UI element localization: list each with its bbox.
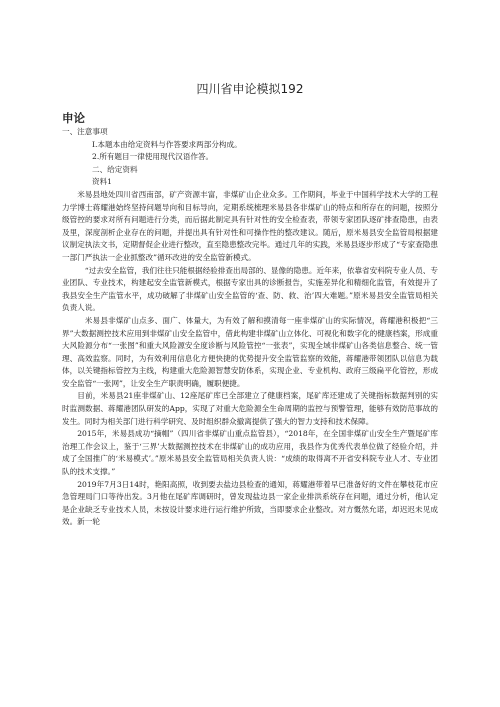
paragraph-3: 米易县非煤矿山点多、面广、体量大，为有效了解和摸清每一座非煤矿山的实际情况，蒋耀港积极把“三界”大数据测控技术应用到非煤矿山安全监管中，借此构建非煤矿山立体化、可视化和数字化的健康档案，形成重大风险源分布“一张图”和重大风险源安全度诊断与风险管控“一张表”，实现全域非煤矿山各类信息整合、统一管理、高效监察。同时，为有效利用信息化方便快捷的优势提升安全监管监察的效能，蒋耀港带领团队以信息为载体，以关键指标管控为主线，构建重大危险源智慧安防体系，实现企业、专业机构、政府三级扁平化管控，形成安全监管“一张网”，让安全生产职责明确，履职便捷。	[62, 315, 438, 388]
paragraph-4: 目前，米易县21座非煤矿山、12座尾矿库已全部建立了健康档案，尾矿库还建成了关键指标数据判别的实时监测数据、蒋耀港团队研发的App，实现了对重大危险源全生命周期的监控与预警管理，能够有效防范事故的发生。同时为相关部门进行科学研究、及时组织群众撤离提供了强大的智力支持和技术保障。	[62, 391, 438, 426]
material-label: 资料1	[92, 177, 113, 187]
section-heading: 申论	[62, 111, 85, 125]
document-body	[62, 126, 438, 529]
paragraph-5: 2015年，米易县成功“摘帽”（四川省非煤矿山重点监管县），“2018年，在全国非煤矿山安全生产暨尾矿库治理工作会议上，鉴于‘三界’大数据测控技术在非煤矿山的成功应用，我县作为优秀代表单位做了经验介绍，并成了全国推广的‘米易模式’。”原米易县安全监管局相关负责人说：“成绩的取得离不开省安科院专业人才、专业团队的技术支撑。”	[62, 429, 438, 477]
materials-heading: 二、给定资料	[92, 164, 138, 174]
paragraph-6: 2019年7月3日14时，艳阳高照，收到要去盐边县检查的通知，蒋耀港带着早已准备好的文件在攀枝花市应急管理局门口等待出发。3月他在尾矿库调研时，曾发现盐边县一家企业排洪系统存在问题，通过分析，他认定是企业缺乏专业技术人员，未按设计要求进行运行维护所致，当即要求企业整改。对方慨然允诺，却迟迟未见成效。新一轮	[62, 479, 438, 527]
paragraph-1: 米易县地处四川省西南部，矿产资源丰富，非煤矿山企业众多。工作期间，毕业于中国科学技术大学的工程力学博士蒋耀港始终坚持问题导向和目标导向，定期系统梳理米易县各非煤矿山的特点和所存在的问题，按照分级管控的要求对所有问题进行分类，而后据此制定具有针对性的安全检查表，带领专家团队逐矿排查隐患，由表及里，深度剖析企业存在的问题，并提出具有针对性和可操作性的整改建议。随后，原米易县安全监管局根据建议制定执法文书，定期督促企业进行整改，直至隐患整改完毕。通过几年的实践，米易县逐步形成了“专家查隐患一部门严执法一企业抓整改”循环改进的安全监管新模式。	[62, 189, 438, 262]
note-1: I.本题本由给定资料与作答要求两部分构成。	[92, 139, 242, 149]
note-2: 2.所有题目一律使用现代汉语作答。	[92, 152, 214, 162]
notes-heading: 一、注意事项	[62, 127, 108, 136]
paragraph-2: “过去安全监管，我们往往只能根据经验排查出局部的、显像的隐患。近年来，依靠省安科院专业人员、专业团队、专业技术，构建起安全监管新模式，根据专家出具的诊断报告，实施差异化和精细化监管，有效提升了我县安全生产监管水平，成功破解了非煤矿山安全监管的‘查、防、救、治’四大难题。”原米易县安全监管局相关负责人说。	[62, 265, 438, 313]
document-title: 四川省申论模拟192	[196, 82, 304, 96]
